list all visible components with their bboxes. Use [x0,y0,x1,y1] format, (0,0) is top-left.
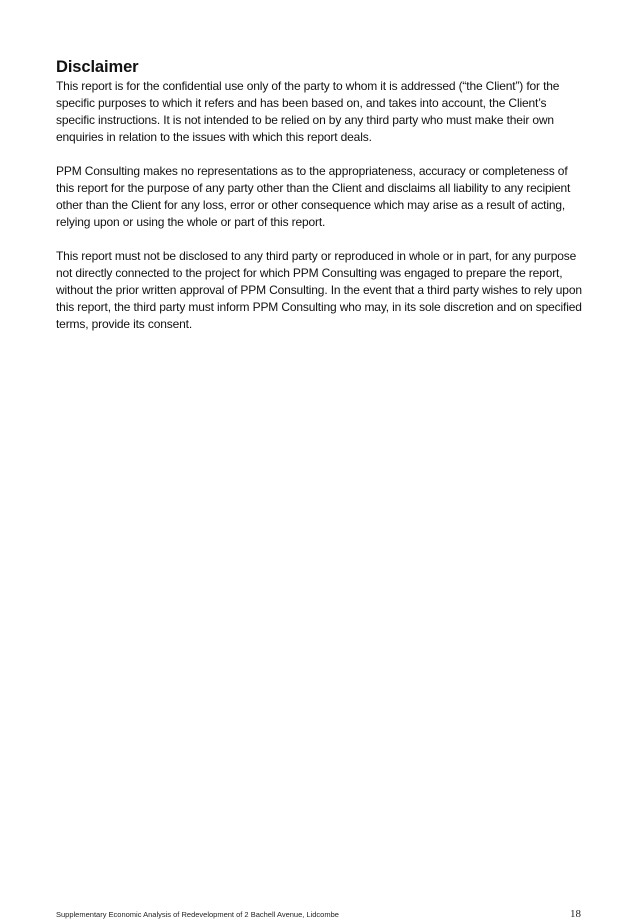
disclaimer-paragraph-2: PPM Consulting makes no representations as to the appropriateness, accuracy or completeness of this report for the purpose of any party other than the Client and disclaims all liability to any recipient other than the Client for any loss, error or other consequence which may arise as a result of acting, relying upon or using the whole or part of this report. [56,164,571,229]
disclaimer-paragraph-3: This report must not be disclosed to any third party or reproduced in whole or in part, for any purpose not directly connected to the project for which PPM Consulting was engaged to prepare the report, without the prior written approval of PPM Consulting. In the event that a third party wishes to rely upon this report, the third party must inform PPM Consulting who may, in its sole discretion and on specified terms, provide its consent. [56,249,582,331]
disclaimer-section [56,57,586,350]
footer-page-number: 18 [570,908,581,920]
disclaimer-heading: Disclaimer [56,58,139,76]
footer-document-title: Supplementary Economic Analysis of Redevelopment of 2 Bachell Avenue, Lidcombe [56,910,339,919]
disclaimer-paragraph-1: This report is for the confidential use only of the party to whom it is addressed (“the Client”) for the specific purposes to which it refers and has been based on, and takes into account, the Client’s specific instructions. It is not intended to be relied on by any third party who must make their own enquiries in relation to the issues with which this report deals. [56,79,560,144]
